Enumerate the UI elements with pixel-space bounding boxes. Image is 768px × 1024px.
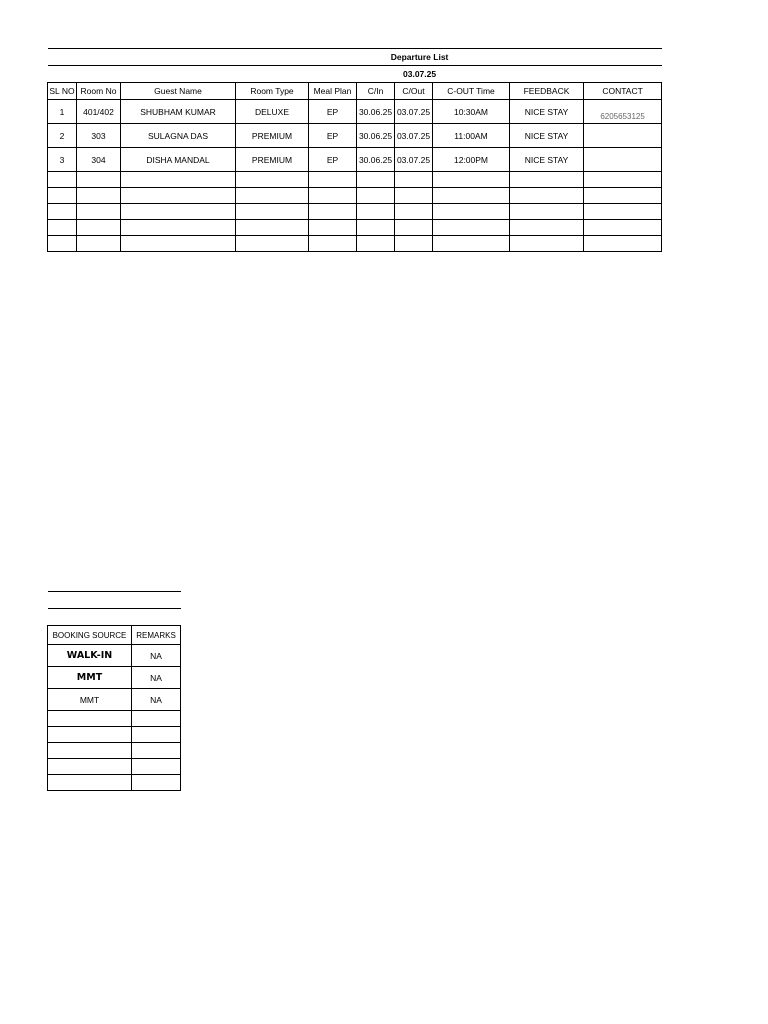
header-room-no: Room No xyxy=(77,83,121,100)
cell-room-no: 304 xyxy=(77,148,121,172)
departure-date: 03.07.25 xyxy=(48,66,662,83)
table-row xyxy=(48,148,662,172)
cell-checkout-time: 11:00AM xyxy=(433,124,510,148)
cell-booking-source: WALK-IN xyxy=(48,645,132,667)
cell-feedback: NICE STAY xyxy=(510,100,584,124)
header-check-in: C/In xyxy=(357,83,395,100)
cell-sl-no: 2 xyxy=(48,124,77,148)
cell-contact xyxy=(584,124,662,148)
cell-check-in: 30.06.25 xyxy=(357,100,395,124)
header-feedback: FEEDBACK xyxy=(510,83,584,100)
cell-remarks: NA xyxy=(132,645,181,667)
table-row xyxy=(48,124,662,148)
cell-check-in: 30.06.25 xyxy=(357,124,395,148)
cell-room-no: 303 xyxy=(77,124,121,148)
cell-checkout-time: 10:30AM xyxy=(433,100,510,124)
cell-checkout-time: 12:00PM xyxy=(433,148,510,172)
cell-room-no: 401/402 xyxy=(77,100,121,124)
cell-feedback: NICE STAY xyxy=(510,148,584,172)
table-row xyxy=(48,689,181,711)
empty-row xyxy=(48,743,181,759)
header-checkout-time: C-OUT Time xyxy=(433,83,510,100)
cell-remarks: NA xyxy=(132,667,181,689)
cell-guest-name: SHUBHAM KUMAR xyxy=(121,100,236,124)
empty-row xyxy=(48,172,662,188)
header-meal-plan: Meal Plan xyxy=(309,83,357,100)
table-header-row xyxy=(48,626,181,645)
header-room-type: Room Type xyxy=(236,83,309,100)
cell-booking-source: MMT xyxy=(48,667,132,689)
cell-contact xyxy=(584,148,662,172)
departure-list-table xyxy=(47,48,662,252)
header-booking-source: BOOKING SOURCE xyxy=(48,626,132,645)
cell-meal-plan: EP xyxy=(309,124,357,148)
cell-meal-plan: EP xyxy=(309,148,357,172)
cell-sl-no: 3 xyxy=(48,148,77,172)
cell-room-type: PREMIUM xyxy=(236,124,309,148)
header-contact: CONTACT xyxy=(584,83,662,100)
header-check-out: C/Out xyxy=(395,83,433,100)
cell-remarks: NA xyxy=(132,689,181,711)
table-row xyxy=(48,100,662,124)
cell-sl-no: 1 xyxy=(48,100,77,124)
table-header-row xyxy=(48,83,662,100)
cell-check-out: 03.07.25 xyxy=(395,148,433,172)
cell-booking-source: MMT xyxy=(48,689,132,711)
booking-source-table xyxy=(47,591,181,791)
cell-contact: 6205653125 xyxy=(584,100,662,124)
empty-row xyxy=(48,775,181,791)
empty-row xyxy=(48,188,662,204)
cell-feedback: NICE STAY xyxy=(510,124,584,148)
empty-row xyxy=(48,711,181,727)
header-guest-name: Guest Name xyxy=(121,83,236,100)
departure-list-title: Departure List xyxy=(48,49,662,66)
cell-check-in: 30.06.25 xyxy=(357,148,395,172)
empty-row xyxy=(48,204,662,220)
cell-room-type: PREMIUM xyxy=(236,148,309,172)
cell-check-out: 03.07.25 xyxy=(395,100,433,124)
empty-row xyxy=(48,236,662,252)
cell-guest-name: DISHA MANDAL xyxy=(121,148,236,172)
empty-row xyxy=(48,220,662,236)
empty-row xyxy=(48,759,181,775)
table-row xyxy=(48,645,181,667)
table-row xyxy=(48,667,181,689)
header-remarks: REMARKS xyxy=(132,626,181,645)
header-sl-no: SL NO xyxy=(48,83,77,100)
cell-meal-plan: EP xyxy=(309,100,357,124)
empty-row xyxy=(48,727,181,743)
cell-check-out: 03.07.25 xyxy=(395,124,433,148)
cell-guest-name: SULAGNA DAS xyxy=(121,124,236,148)
cell-room-type: DELUXE xyxy=(236,100,309,124)
